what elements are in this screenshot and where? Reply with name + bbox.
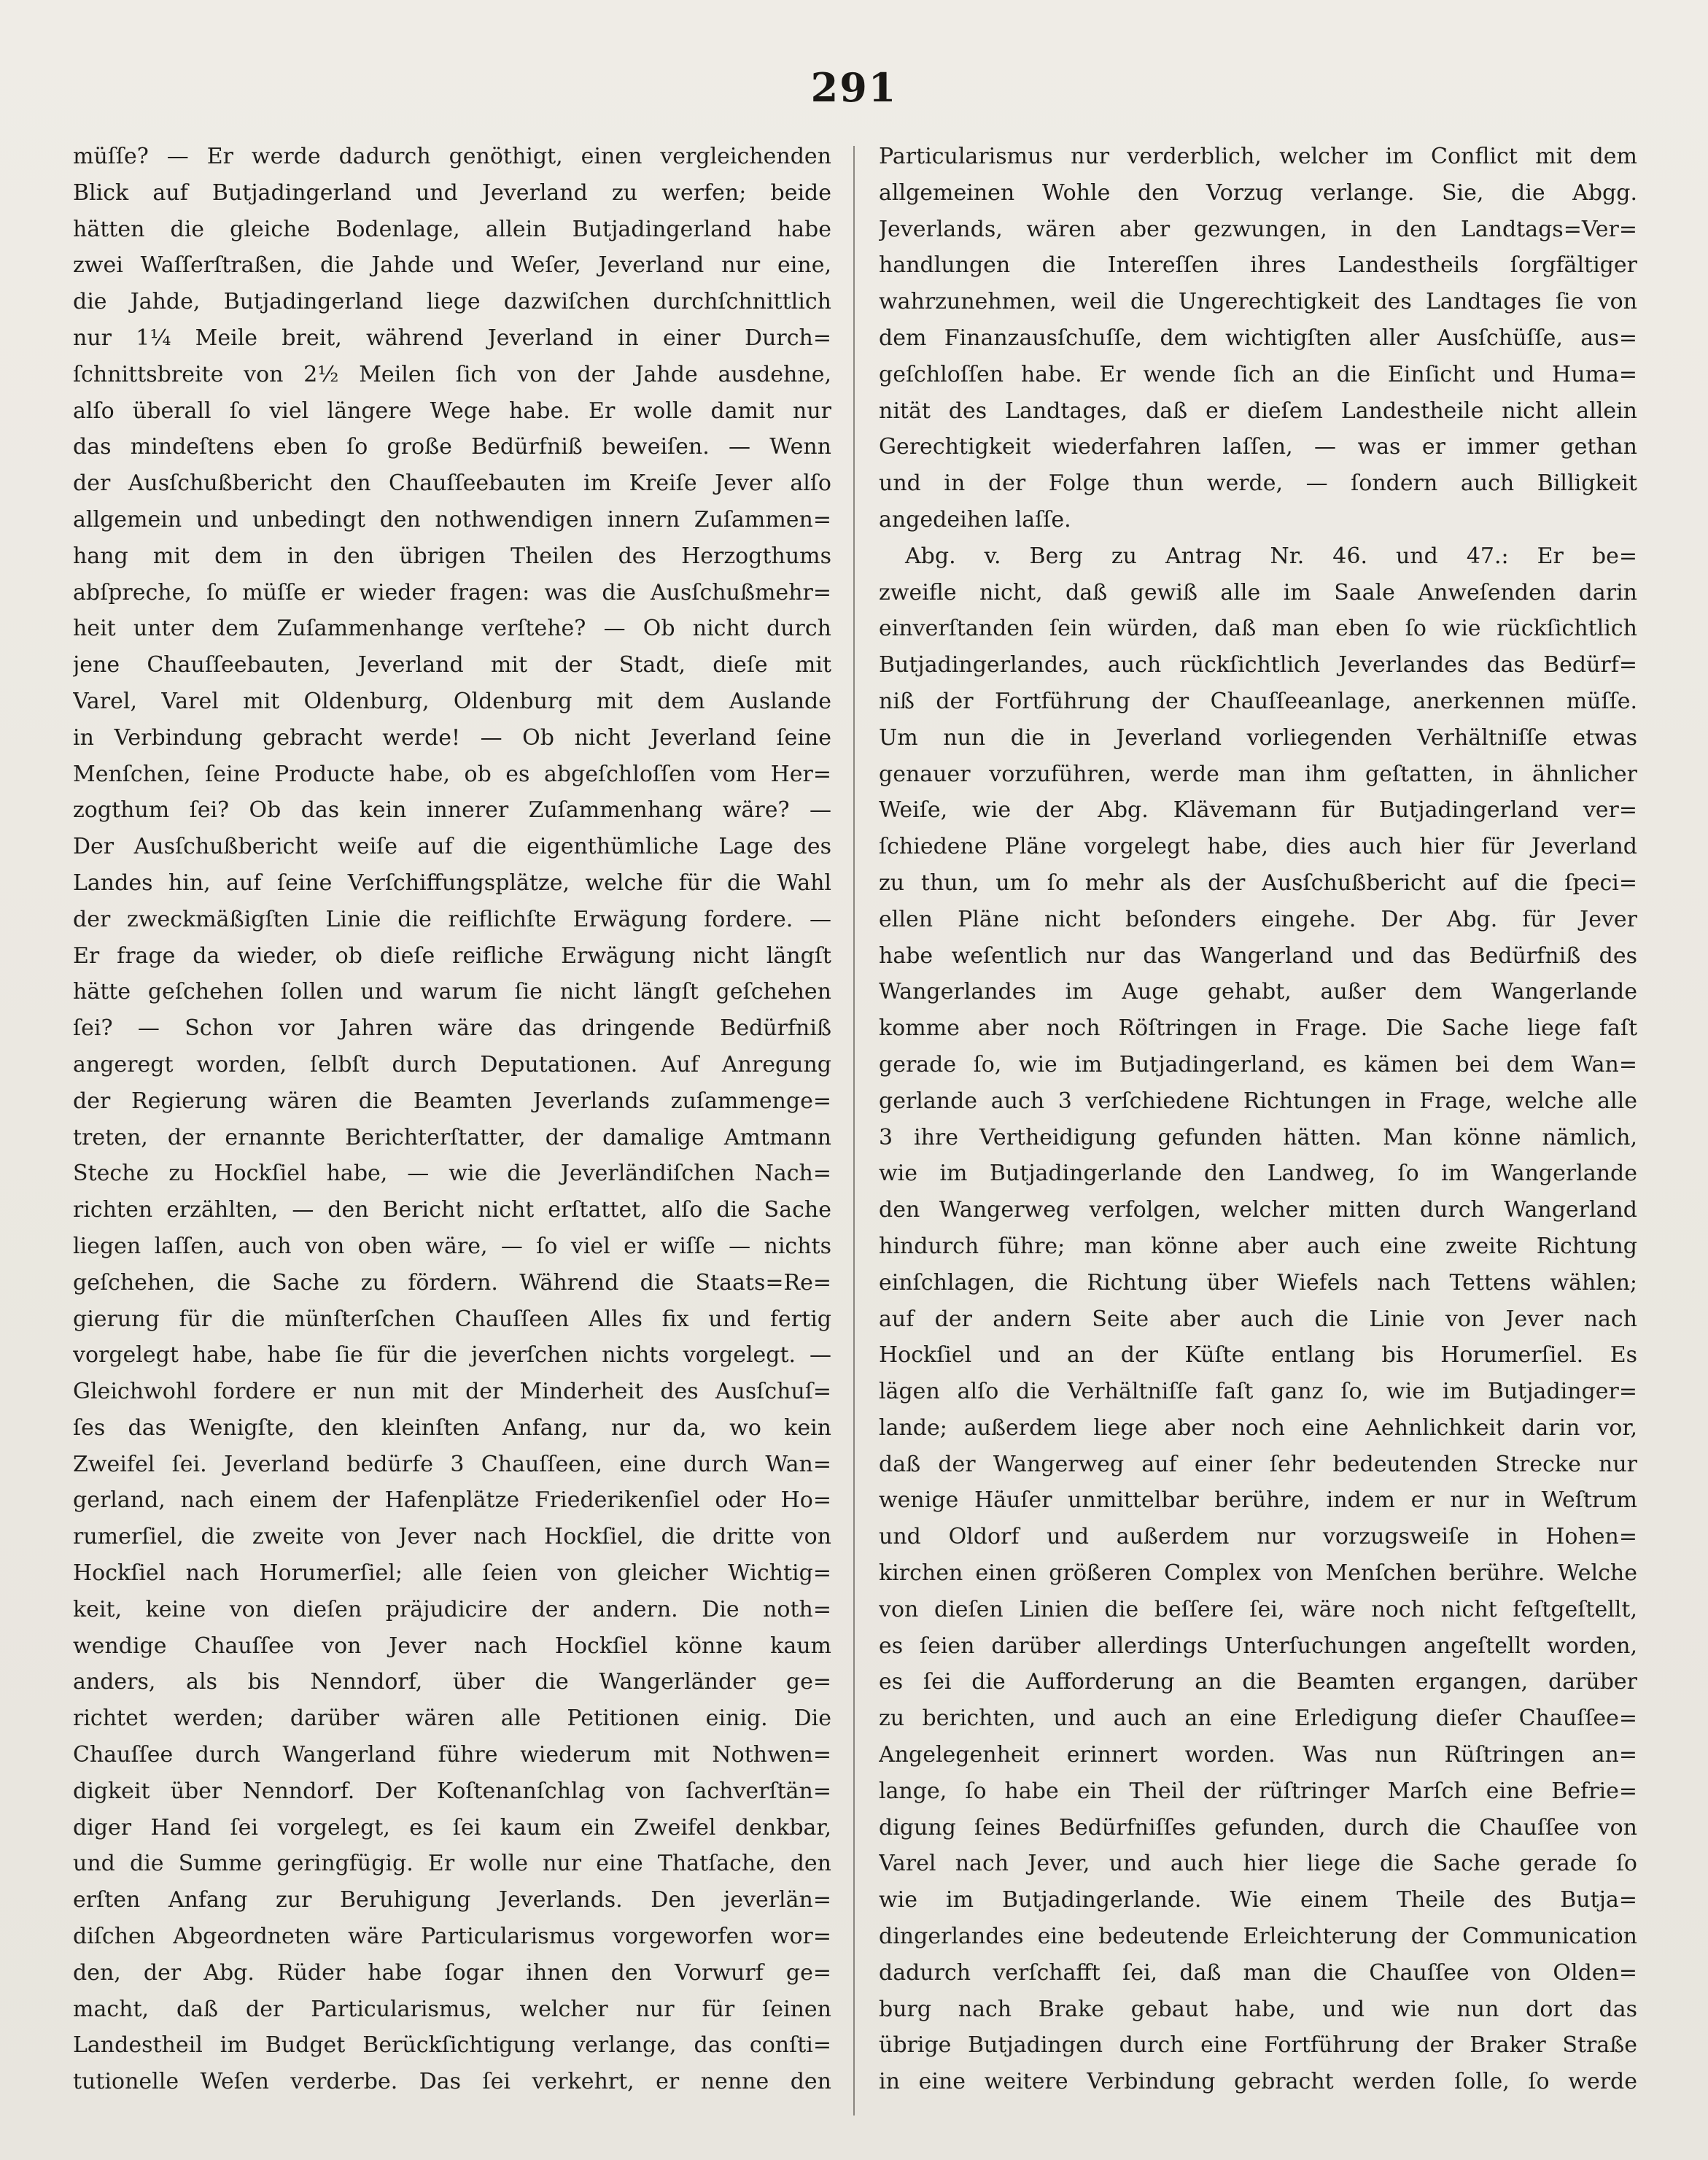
text-line: richten erzählten, — den Bericht nicht erſtattet, alſo die Sache xyxy=(73,1197,831,1223)
text-line: in Verbindung gebracht werde! — Ob nicht Jeverland ſeine xyxy=(73,724,831,751)
text-line: lande; außerdem liege aber noch eine Aehnlichkeit darin vor, xyxy=(879,1414,1637,1441)
text-line: wie im Butjadingerlande. Wie einem Theile des Butja= xyxy=(879,1887,1637,1913)
text-line: und die Summe geringfügig. Er wolle nur eine Thatſache, den xyxy=(73,1851,831,1877)
text-line: Butjadingerlandes, auch rückſichtlich Jeverlandes das Bedürf= xyxy=(879,652,1637,678)
text-line: wendige Chauſſee von Jever nach Hockſiel könne kaum xyxy=(73,1633,831,1659)
text-line: und Oldorf und außerdem nur vorzugsweiſe in Hohen= xyxy=(879,1524,1637,1550)
text-line: Er frage da wieder, ob dieſe reifliche Erwägung nicht längſt xyxy=(73,942,831,969)
text-line: Jeverlands, wären aber gezwungen, in den Landtags=Ver= xyxy=(879,216,1637,242)
text-line: die Jahde, Butjadingerland liege dazwiſchen durchſchnittlich xyxy=(73,289,831,315)
text-line: von dieſen Linien die beſſere ſei, wäre noch nicht feſtgeſtellt, xyxy=(879,1596,1637,1622)
text-line: Der Ausſchußbericht weiſe auf die eigenthümliche Lage des xyxy=(73,834,831,860)
text-line: zweifle nicht, daß gewiß alle im Saale Anweſenden darin xyxy=(879,579,1637,605)
column-divider xyxy=(853,146,855,2116)
text-line: zwei Waſſerſtraßen, die Jahde und Weſer, Jeverland nur eine, xyxy=(73,252,831,279)
text-line: kirchen einen größeren Complex von Menſchen berühre. Welche xyxy=(879,1560,1637,1587)
text-line: genauer vorzuführen, werde man ihm geſtatten, in ähnlicher xyxy=(879,761,1637,787)
text-line: Blick auf Butjadingerland und Jeverland zu werfen; beide xyxy=(73,179,831,206)
text-line: einverſtanden ſein würden, daß man eben ſo wie rückſichtlich xyxy=(879,616,1637,642)
text-line: Um nun die in Jeverland vorliegenden Verhältniſſe etwas xyxy=(879,724,1637,751)
text-line: anders, als bis Nenndorf, über die Wangerländer ge= xyxy=(73,1669,831,1695)
text-line: übrige Butjadingen durch eine Fortführung der Braker Straße xyxy=(879,2032,1637,2059)
right-column xyxy=(879,139,1637,2137)
text-line: den, der Abg. Rüder habe ſogar ihnen den Vorwurf ge= xyxy=(73,1959,831,1986)
text-line: ellen Pläne nicht beſonders eingehe. Der Abg. für Jever xyxy=(879,906,1637,932)
text-line: hätten die gleiche Bodenlage, allein Butjadingerland habe xyxy=(73,216,831,242)
text-line: Gerechtigkeit wiederfahren laſſen, — was er immer gethan xyxy=(879,434,1637,460)
text-line: 3 ihre Vertheidigung gefunden hätten. Man könne nämlich, xyxy=(879,1124,1637,1150)
text-line: alſo überall ſo viel längere Wege habe. Er wolle damit nur xyxy=(73,398,831,424)
text-line: hätte geſchehen ſollen und warum ſie nicht längſt geſchehen xyxy=(73,979,831,1005)
text-line: ſes das Wenigſte, den kleinſten Anfang, nur da, wo kein xyxy=(73,1414,831,1441)
text-line: der Ausſchußbericht den Chauſſeebauten im Kreiſe Jever alſo xyxy=(73,471,831,497)
text-line: der zweckmäßigſten Linie die reiflichſte Erwägung fordere. — xyxy=(73,906,831,932)
text-line: geſchehen, die Sache zu fördern. Während die Staats=Re= xyxy=(73,1269,831,1296)
text-line: Landestheil im Budget Berückſichtigung verlange, das conſti= xyxy=(73,2032,831,2059)
text-line: Varel nach Jever, und auch hier liege die Sache gerade ſo xyxy=(879,1851,1637,1877)
text-line: Steche zu Hockſiel habe, — wie die Jeverländiſchen Nach= xyxy=(73,1161,831,1187)
text-line: diger Hand ſei vorgelegt, es ſei kaum ein Zweifel denkbar, xyxy=(73,1814,831,1840)
text-line: Angelegenheit erinnert worden. Was nun Rüſtringen an= xyxy=(879,1742,1637,1768)
text-line: angeregt worden, ſelbſt durch Deputationen. Auf Anregung xyxy=(73,1051,831,1077)
text-line: diſchen Abgeordneten wäre Particularismus vorgeworfen wor= xyxy=(73,1924,831,1950)
text-line: Chauſſee durch Wangerland führe wiederum mit Nothwen= xyxy=(73,1742,831,1768)
text-line: geſchloſſen habe. Er wende ſich an die Einſicht und Huma= xyxy=(879,361,1637,387)
text-line: es ſei die Aufforderung an die Beamten ergangen, darüber xyxy=(879,1669,1637,1695)
text-line: angedeihen laſſe. xyxy=(879,506,1071,533)
text-line: Wangerlandes im Auge gehabt, außer dem Wangerlande xyxy=(879,979,1637,1005)
text-line: abſpreche, ſo müſſe er wieder fragen: was die Ausſchußmehr= xyxy=(73,579,831,605)
text-line: treten, der ernannte Berichterſtatter, der damalige Amtmann xyxy=(73,1124,831,1150)
text-line: allgemeinen Wohle den Vorzug verlange. Sie, die Abgg. xyxy=(879,179,1637,206)
text-line: dingerlandes eine bedeutende Erleichterung der Communication xyxy=(879,1924,1637,1950)
text-line: niß der Fortführung der Chauſſeeanlage, anerkennen müſſe. xyxy=(879,688,1637,714)
text-line: lange, ſo habe ein Theil der rüſtringer Marſch eine Befrie= xyxy=(879,1778,1637,1804)
left-column xyxy=(73,139,831,2137)
text-line: jene Chauſſeebauten, Jeverland mit der Stadt, dieſe mit xyxy=(73,652,831,678)
text-line: zu berichten, und auch an eine Erledigung dieſer Chauſſee= xyxy=(879,1706,1637,1732)
text-line: gerlande auch 3 verſchiedene Richtungen in Frage, welche alle xyxy=(879,1088,1637,1114)
text-line: zogthum ſei? Ob das kein innerer Zuſammenhang wäre? — xyxy=(73,797,831,824)
text-line: erſten Anfang zur Beruhigung Jeverlands. Den jeverlän= xyxy=(73,1887,831,1913)
text-line: gerland, nach einem der Hafenplätze Friederikenſiel oder Ho= xyxy=(73,1487,831,1514)
text-line: hang mit dem in den übrigen Theilen des Herzogthums xyxy=(73,543,831,569)
text-line: der Regierung wären die Beamten Jeverlands zuſammenge= xyxy=(73,1088,831,1114)
text-line: dem Finanzausſchuſſe, dem wichtigſten aller Ausſchüſſe, aus= xyxy=(879,325,1637,351)
text-line: das mindeſtens eben ſo große Bedürfniß beweiſen. — Wenn xyxy=(73,434,831,460)
text-line: Particularismus nur verderblich, welcher im Conflict mit dem xyxy=(879,144,1637,169)
text-line: zu thun, um ſo mehr als der Ausſchußbericht auf die ſpeci= xyxy=(879,870,1637,896)
text-line: Menſchen, ſeine Producte habe, ob es abgeſchloſſen vom Her= xyxy=(73,761,831,787)
text-line: es ſeien darüber allerdings Unterſuchungen angeſtellt worden, xyxy=(879,1633,1637,1659)
text-line: heit unter dem Zuſammenhange verſtehe? — Ob nicht durch xyxy=(73,616,831,642)
text-line: und in der Folge thun werde, — ſondern auch Billigkeit xyxy=(879,471,1637,497)
text-line: handlungen die Intereſſen ihres Landestheils ſorgfältiger xyxy=(879,252,1637,279)
text-line: gerade ſo, wie im Butjadingerland, es kämen bei dem Wan= xyxy=(879,1051,1637,1077)
text-line: Varel, Varel mit Oldenburg, Oldenburg mit dem Auslande xyxy=(73,688,831,714)
text-line: hindurch führe; man könne aber auch eine zweite Richtung xyxy=(879,1233,1637,1259)
text-line: wahrzunehmen, weil die Ungerechtigkeit des Landtages ſie von xyxy=(879,289,1637,315)
text-line: habe weſentlich nur das Wangerland und das Bedürfniß des xyxy=(879,942,1637,969)
text-line: in eine weitere Verbindung gebracht werden ſolle, ſo werde xyxy=(879,2069,1637,2095)
text-line: wie im Butjadingerlande den Landweg, ſo im Wangerlande xyxy=(879,1161,1637,1187)
text-line: burg nach Brake gebaut habe, und wie nun dort das xyxy=(879,1996,1637,2022)
text-line: Abg. v. Berg zu Antrag Nr. 46. und 47.: Er be= xyxy=(905,543,1637,569)
text-line: Gleichwohl fordere er nun mit der Minderheit des Ausſchuſ= xyxy=(73,1379,831,1405)
text-line: lägen alſo die Verhältniſſe faſt ganz ſo, wie im Butjadinger= xyxy=(879,1379,1637,1405)
text-line: Zweifel ſei. Jeverland bedürfe 3 Chauſſeen, eine durch Wan= xyxy=(73,1451,831,1477)
text-line: macht, daß der Particularismus, welcher nur für ſeinen xyxy=(73,1996,831,2022)
text-line: digkeit über Nenndorf. Der Koſtenanſchlag von ſachverſtän= xyxy=(73,1778,831,1804)
text-line: richtet werden; darüber wären alle Petitionen einig. Die xyxy=(73,1706,831,1732)
text-line: daß der Wangerweg auf einer ſehr bedeutenden Strecke nur xyxy=(879,1451,1637,1477)
text-line: tutionelle Weſen verderbe. Das ſei verkehrt, er nenne den xyxy=(73,2069,831,2095)
page-number: 291 xyxy=(810,64,898,111)
text-line: ſei? — Schon vor Jahren wäre das dringende Bedürfniß xyxy=(73,1015,831,1042)
text-line: Weiſe, wie der Abg. Klävemann für Butjadingerland ver= xyxy=(879,797,1637,824)
text-line: keit, keine von dieſen präjudicire der andern. Die noth= xyxy=(73,1596,831,1622)
text-line: müſſe? — Er werde dadurch genöthigt, einen vergleichenden xyxy=(73,144,831,169)
text-line: Hockſiel und an der Küſte entlang bis Horumerſiel. Es xyxy=(879,1342,1637,1369)
text-line: auf der andern Seite aber auch die Linie von Jever nach xyxy=(879,1306,1637,1332)
text-line: komme aber noch Röſtringen in Frage. Die Sache liege faſt xyxy=(879,1015,1637,1042)
text-line: einſchlagen, die Richtung über Wiefels nach Tettens wählen; xyxy=(879,1269,1637,1296)
text-line: nur 1¼ Meile breit, während Jeverland in einer Durch= xyxy=(73,325,831,351)
text-line: liegen laſſen, auch von oben wäre, — ſo viel er wiſſe — nichts xyxy=(73,1233,831,1259)
text-line: allgemein und unbedingt den nothwendigen innern Zuſammen= xyxy=(73,506,831,533)
text-line: den Wangerweg verfolgen, welcher mitten durch Wangerland xyxy=(879,1197,1637,1223)
text-line: ſchnittsbreite von 2½ Meilen ſich von der Jahde ausdehne, xyxy=(73,361,831,387)
text-line: gierung für die münſterſchen Chauſſeen Alles fix und fertig xyxy=(73,1306,831,1332)
text-line: vorgelegt habe, habe ſie für die jeverſchen nichts vorgelegt. — xyxy=(73,1342,831,1369)
text-line: ſchiedene Pläne vorgelegt habe, dies auch hier für Jeverland xyxy=(879,834,1637,860)
text-line: Hockſiel nach Horumerſiel; alle ſeien von gleicher Wichtig= xyxy=(73,1560,831,1587)
text-line: Landes hin, auf ſeine Verſchiffungsplätze, welche für die Wahl xyxy=(73,870,831,896)
text-line: dadurch verſchafft ſei, daß man die Chauſſee von Olden= xyxy=(879,1959,1637,1986)
text-line: wenige Häuſer unmittelbar berühre, indem er nur in Weſtrum xyxy=(879,1487,1637,1514)
text-line: rumerſiel, die zweite von Jever nach Hockſiel, die dritte von xyxy=(73,1524,831,1550)
text-line: nität des Landtages, daß er dieſem Landestheile nicht allein xyxy=(879,398,1637,424)
text-line: digung ſeines Bedürfniſſes gefunden, durch die Chauſſee von xyxy=(879,1814,1637,1840)
